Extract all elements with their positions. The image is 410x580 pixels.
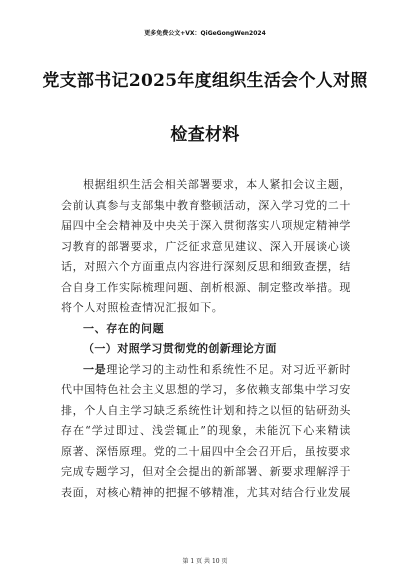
subsection-heading: （一）对照学习贯彻党的创新理论方面 xyxy=(83,342,277,355)
header-note: 更多免费公文+VX：QiGeGongWen2024 xyxy=(144,30,266,37)
problem-lead: 一是 xyxy=(83,362,107,376)
document-body xyxy=(61,175,351,503)
document-title-line2: 检查材料 xyxy=(170,125,240,145)
page-footer: 第 1 页 共 10 页 xyxy=(182,558,228,565)
intro-paragraph: 根据组织生活会相关部署要求，本人紧扣会议主题，会前认真参与支部集中教育整顿活动，深入学习党的二十届四中全会精神及中央关于深入贯彻落实八项规定精神学习教育的部署要求，广泛征求意见建议、深入开展谈心谈话，对照六个方面重点内容进行深刻反思和细致查摆，结合自身工作实际梳理问题、剖析根源、制定整改举措。现将个人对照检查情况汇报如下。 xyxy=(61,178,351,314)
problem-paragraph xyxy=(61,360,351,504)
section-heading: 一、存在的问题 xyxy=(83,321,165,335)
problem-text: 理论学习的主动性和系统性不足。对习近平新时代中国特色社会主义思想的学习，多依赖支部集中学习安排，个人自主学习缺乏系统性计划和持之以恒的钻研劲头存在“学过即过、浅尝辄止”的现象，未能沉下心来精读原著、深悟原理。党的二十届四中全会召开后，虽按要求完成专题学习，但对全会提出的新部署、新要求理解浮于表面，对核心精神的把握不够精准，尤其对结合行业发展 xyxy=(61,362,351,499)
document-title-line1: 党支部书记2025年度组织生活会个人对照 xyxy=(42,71,368,91)
